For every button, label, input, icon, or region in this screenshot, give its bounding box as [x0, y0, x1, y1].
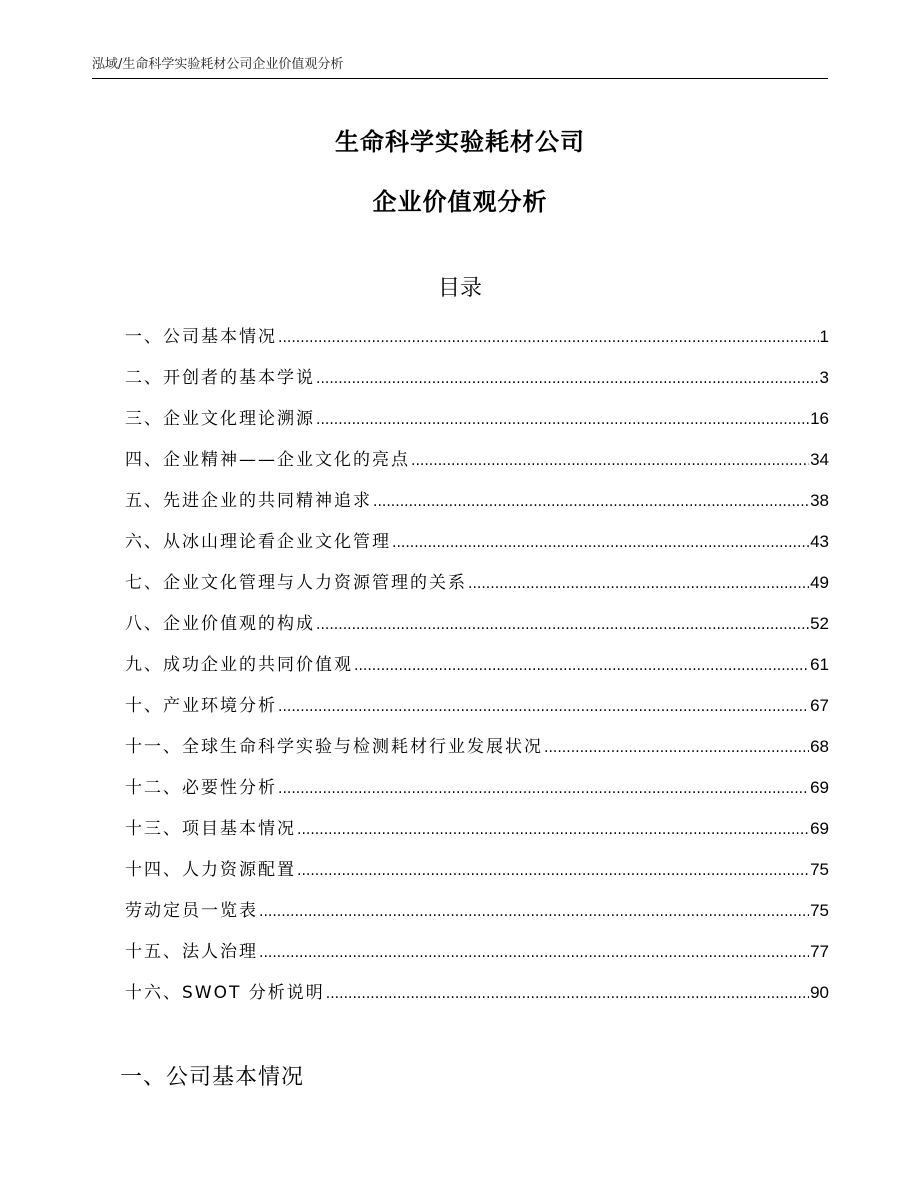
toc-dot-leader — [411, 447, 809, 475]
toc-entry[interactable] — [125, 897, 829, 938]
toc-entry[interactable] — [125, 733, 829, 774]
section-heading: 一、公司基本情况 — [120, 1065, 305, 1090]
toc-dot-leader — [259, 939, 809, 967]
toc-entry-page: 90 — [810, 983, 829, 1002]
toc-entry-label: 企业文化管理与人力资源管理的关系 — [163, 573, 467, 593]
toc-entry-page: 61 — [810, 655, 829, 674]
toc-entry-page: 67 — [810, 696, 829, 715]
toc-entry-page: 75 — [810, 860, 829, 879]
toc-entry[interactable] — [125, 610, 829, 651]
toc-entry-label: 企业文化理论溯源 — [163, 409, 315, 429]
toc-entry-page: 34 — [810, 450, 829, 469]
toc-entry-number: 三、 — [125, 409, 163, 429]
toc-entry-label: 全球生命科学实验与检测耗材行业发展状况 — [182, 737, 543, 757]
toc-dot-leader — [326, 980, 809, 1008]
toc-entry-label: 劳动定员一览表 — [125, 901, 258, 921]
toc-entry-page: 38 — [810, 491, 829, 510]
toc-entry-number: 十三、 — [125, 819, 182, 839]
toc-entry[interactable] — [125, 938, 829, 979]
toc-entry-label: 企业精神——企业文化的亮点 — [163, 450, 410, 470]
toc-dot-leader — [468, 570, 809, 598]
toc-entry-label: 公司基本情况 — [163, 327, 277, 347]
toc-entry[interactable] — [125, 979, 829, 1020]
toc-entry-label: 项目基本情况 — [182, 819, 296, 839]
running-header: 泓域/生命科学实验耗材公司企业价值观分析 — [92, 53, 828, 79]
toc-entry-label: 人力资源配置 — [182, 860, 296, 880]
toc-entry[interactable] — [125, 569, 829, 610]
toc-entry-label: 必要性分析 — [182, 778, 277, 798]
toc-entry-page: 75 — [810, 901, 829, 920]
toc-entry[interactable] — [125, 364, 829, 405]
toc-entry[interactable] — [125, 856, 829, 897]
toc-entry-label: 法人治理 — [182, 942, 258, 962]
toc-dot-leader — [316, 365, 819, 393]
document-subtitle: 企业价值观分析 — [372, 188, 548, 216]
toc-dot-leader — [297, 857, 809, 885]
document-title: 生命科学实验耗材公司 — [335, 128, 585, 156]
toc-entry-label: 企业价值观的构成 — [163, 614, 315, 634]
table-of-contents — [125, 323, 829, 1020]
toc-dot-leader — [392, 529, 809, 557]
toc-entry-number: 四、 — [125, 450, 163, 470]
toc-entry-page: 16 — [810, 409, 829, 428]
toc-entry-page: 43 — [810, 532, 829, 551]
toc-dot-leader — [278, 324, 819, 352]
toc-entry-number: 十五、 — [125, 942, 182, 962]
toc-entry-number: 十一、 — [125, 737, 182, 757]
toc-entry-page: 1 — [819, 327, 829, 346]
toc-entry-page: 68 — [810, 737, 829, 756]
toc-entry[interactable] — [125, 774, 829, 815]
toc-entry[interactable] — [125, 487, 829, 528]
toc-entry-page: 69 — [810, 819, 829, 838]
toc-entry-page: 49 — [810, 573, 829, 592]
toc-entry[interactable] — [125, 651, 829, 692]
toc-entry-number: 十六、 — [125, 983, 182, 1003]
toc-entry-page: 77 — [810, 942, 829, 961]
toc-dot-leader — [259, 898, 809, 926]
toc-entry-number: 十二、 — [125, 778, 182, 798]
toc-entry-label: 开创者的基本学说 — [163, 368, 315, 388]
toc-dot-leader — [354, 652, 809, 680]
toc-entry[interactable] — [125, 323, 829, 364]
toc-dot-leader — [544, 734, 809, 762]
toc-entry-number: 十、 — [125, 696, 163, 716]
toc-entry-label: 产业环境分析 — [163, 696, 277, 716]
toc-entry[interactable] — [125, 528, 829, 569]
toc-heading: 目录 — [437, 276, 482, 301]
toc-entry-number: 十四、 — [125, 860, 182, 880]
toc-dot-leader — [373, 488, 809, 516]
toc-entry[interactable] — [125, 405, 829, 446]
toc-entry[interactable] — [125, 446, 829, 487]
toc-entry[interactable] — [125, 815, 829, 856]
toc-entry-label: SWOT 分析说明 — [182, 983, 325, 1003]
toc-entry[interactable] — [125, 692, 829, 733]
toc-entry-number: 一、 — [125, 327, 163, 347]
toc-entry-number: 八、 — [125, 614, 163, 634]
toc-dot-leader — [278, 693, 809, 721]
toc-entry-label: 从冰山理论看企业文化管理 — [163, 532, 391, 552]
toc-entry-label: 先进企业的共同精神追求 — [163, 491, 372, 511]
toc-entry-page: 3 — [819, 368, 829, 387]
toc-dot-leader — [297, 816, 809, 844]
toc-entry-number: 六、 — [125, 532, 163, 552]
toc-entry-number: 五、 — [125, 491, 163, 511]
toc-entry-number: 七、 — [125, 573, 163, 593]
toc-entry-page: 52 — [810, 614, 829, 633]
toc-dot-leader — [278, 775, 809, 803]
toc-entry-label: 成功企业的共同价值观 — [163, 655, 353, 675]
toc-entry-page: 69 — [810, 778, 829, 797]
toc-dot-leader — [316, 611, 809, 639]
toc-entry-number: 九、 — [125, 655, 163, 675]
toc-dot-leader — [316, 406, 809, 434]
toc-entry-number: 二、 — [125, 368, 163, 388]
